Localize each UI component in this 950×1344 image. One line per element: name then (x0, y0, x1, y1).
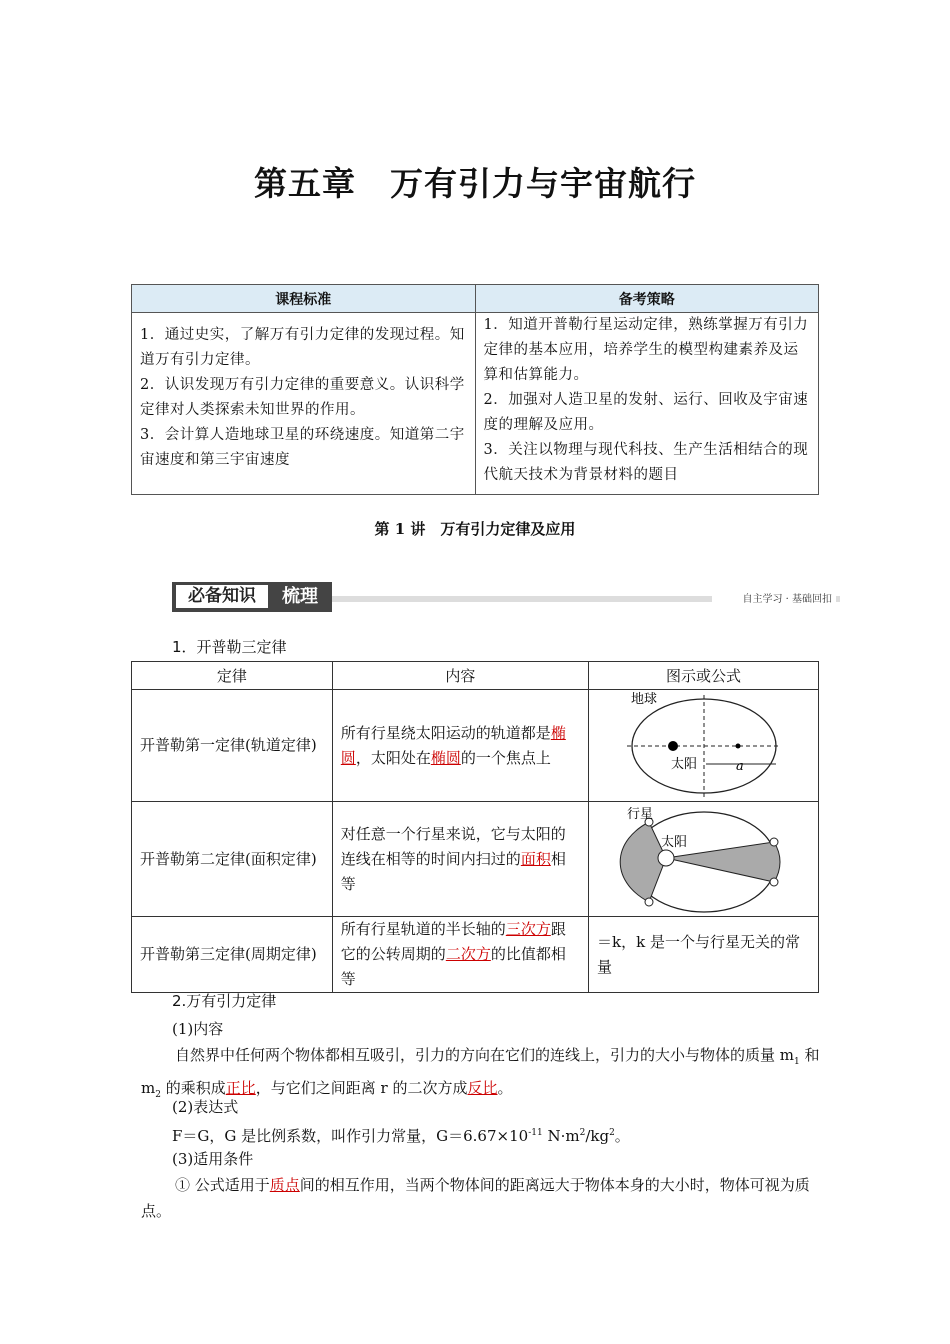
kepler-law-2: 开普勒第二定律(面积定律) (132, 802, 333, 917)
gravity-formula: F＝G，G 是比例系数，叫作引力常量，$G=6.67\times 10^{-11}$ $N\cdot m^2/kg^2$。 (172, 1127, 630, 1145)
sun-label: 太阳 (671, 757, 698, 772)
sun-label: 太阳 (661, 835, 688, 850)
standards-header-col2: 备考策略 (475, 285, 819, 313)
standards-table (131, 284, 819, 495)
strategy-item: 3．关注以物理与现代科技、生产生活相结合的现代航天技术为背景材料的题目 (483, 442, 809, 483)
gravity-subheading-formula: (2)表达式 (172, 1098, 239, 1116)
standards-header-col1: 课程标准 (132, 285, 476, 313)
answer-blank: 质点 (269, 1176, 300, 1194)
strategy-item: 1．知道开普勒行星运动定律，熟练掌握万有引力定律的基本应用，培养学生的模型构建素养及运算和估算能力。 (483, 317, 809, 383)
banner-label-box (172, 582, 332, 612)
kepler-figure-2 (589, 802, 819, 917)
gravity-conditions-paragraph: ① 公式适用于质点间的相互作用，当两个物体间的距离远大于物体本身的大小时，物体可视为质点。 (141, 1176, 810, 1220)
gravity-heading: 2.万有引力定律 (172, 992, 277, 1010)
answer-blank: 三次方 (505, 920, 551, 938)
banner-side-text: 自主学习 · 基础回扣 (712, 590, 836, 605)
equal-area-diagram (589, 802, 818, 916)
kepler-formula-3: ＝k，k 是一个与行星无关的常量 (589, 917, 819, 993)
kepler-table (131, 661, 819, 993)
lecture-title: 第 1 讲 万有引力定律及应用 (374, 520, 576, 538)
chapter-title: 第五章 万有引力与宇宙航行 (254, 164, 696, 203)
kepler-heading: 1．开普勒三定律 (172, 638, 287, 656)
kepler-law-1: 开普勒第一定律(轨道定律) (132, 690, 333, 802)
earth-label: 地球 (631, 692, 658, 707)
answer-blank: 椭圆 (340, 723, 566, 767)
section-banner (172, 582, 840, 612)
kepler-header-law: 定律 (132, 662, 333, 690)
standard-item: 3．会计算人造地球卫星的环绕速度。知道第二宇宙速度和第三宇宙速度 (140, 427, 465, 468)
focus-dot (736, 744, 741, 749)
kepler-content-1: 所有行星绕太阳运动的轨道都是椭圆，太阳处在椭圆的一个焦点上 (332, 690, 588, 802)
kepler-content-2: 对任意一个行星来说，它与太阳的连线在相等的时间内扫过的面积相等 (332, 802, 588, 917)
gravity-content-paragraph: 自然界中任何两个物体都相互吸引，引力的方向在它们的连线上，引力的大小与物体的质量 $m_1$ 和 $m_2$ 的乘积成正比，与它们之间距离 r 的二次方成反比。 (141, 1046, 820, 1100)
banner-label-primary: 必备知识 (176, 585, 268, 608)
standards-right-cell (475, 313, 819, 495)
answer-blank: 反比 (467, 1079, 498, 1097)
kepler-law-3: 开普勒第三定律(周期定律) (132, 917, 333, 993)
gravity-subheading-conditions: (3)适用条件 (172, 1150, 254, 1168)
kepler-figure-1 (589, 690, 819, 802)
kepler-header-figure: 图示或公式 (589, 662, 819, 690)
gravity-subheading-content: (1)内容 (172, 1020, 224, 1038)
answer-blank: 正比 (225, 1079, 256, 1097)
planet-label: 行星 (627, 807, 654, 822)
semi-axis-label: a (736, 759, 744, 774)
ellipse-orbit-diagram (589, 690, 818, 801)
standards-left-cell (132, 313, 476, 495)
sun-dot (668, 741, 678, 751)
answer-blank: 面积 (520, 849, 551, 868)
answer-blank: 椭圆 (430, 748, 461, 767)
banner-label-secondary: 梳理 (282, 586, 318, 607)
strategy-item: 2．加强对人造卫星的发射、运行、回收及宇宙速度的理解及应用。 (483, 392, 809, 433)
kepler-header-content: 内容 (332, 662, 588, 690)
kepler-content-3: 所有行星轨道的半长轴的三次方跟它的公转周期的二次方的比值都相等 (332, 917, 588, 993)
standard-item: 1．通过史实，了解万有引力定律的发现过程。知道万有引力定律。 (140, 327, 465, 368)
standard-item: 2．认识发现万有引力定律的重要意义。认识科学定律对人类探索未知世界的作用。 (140, 377, 465, 418)
answer-blank: 二次方 (445, 945, 491, 963)
